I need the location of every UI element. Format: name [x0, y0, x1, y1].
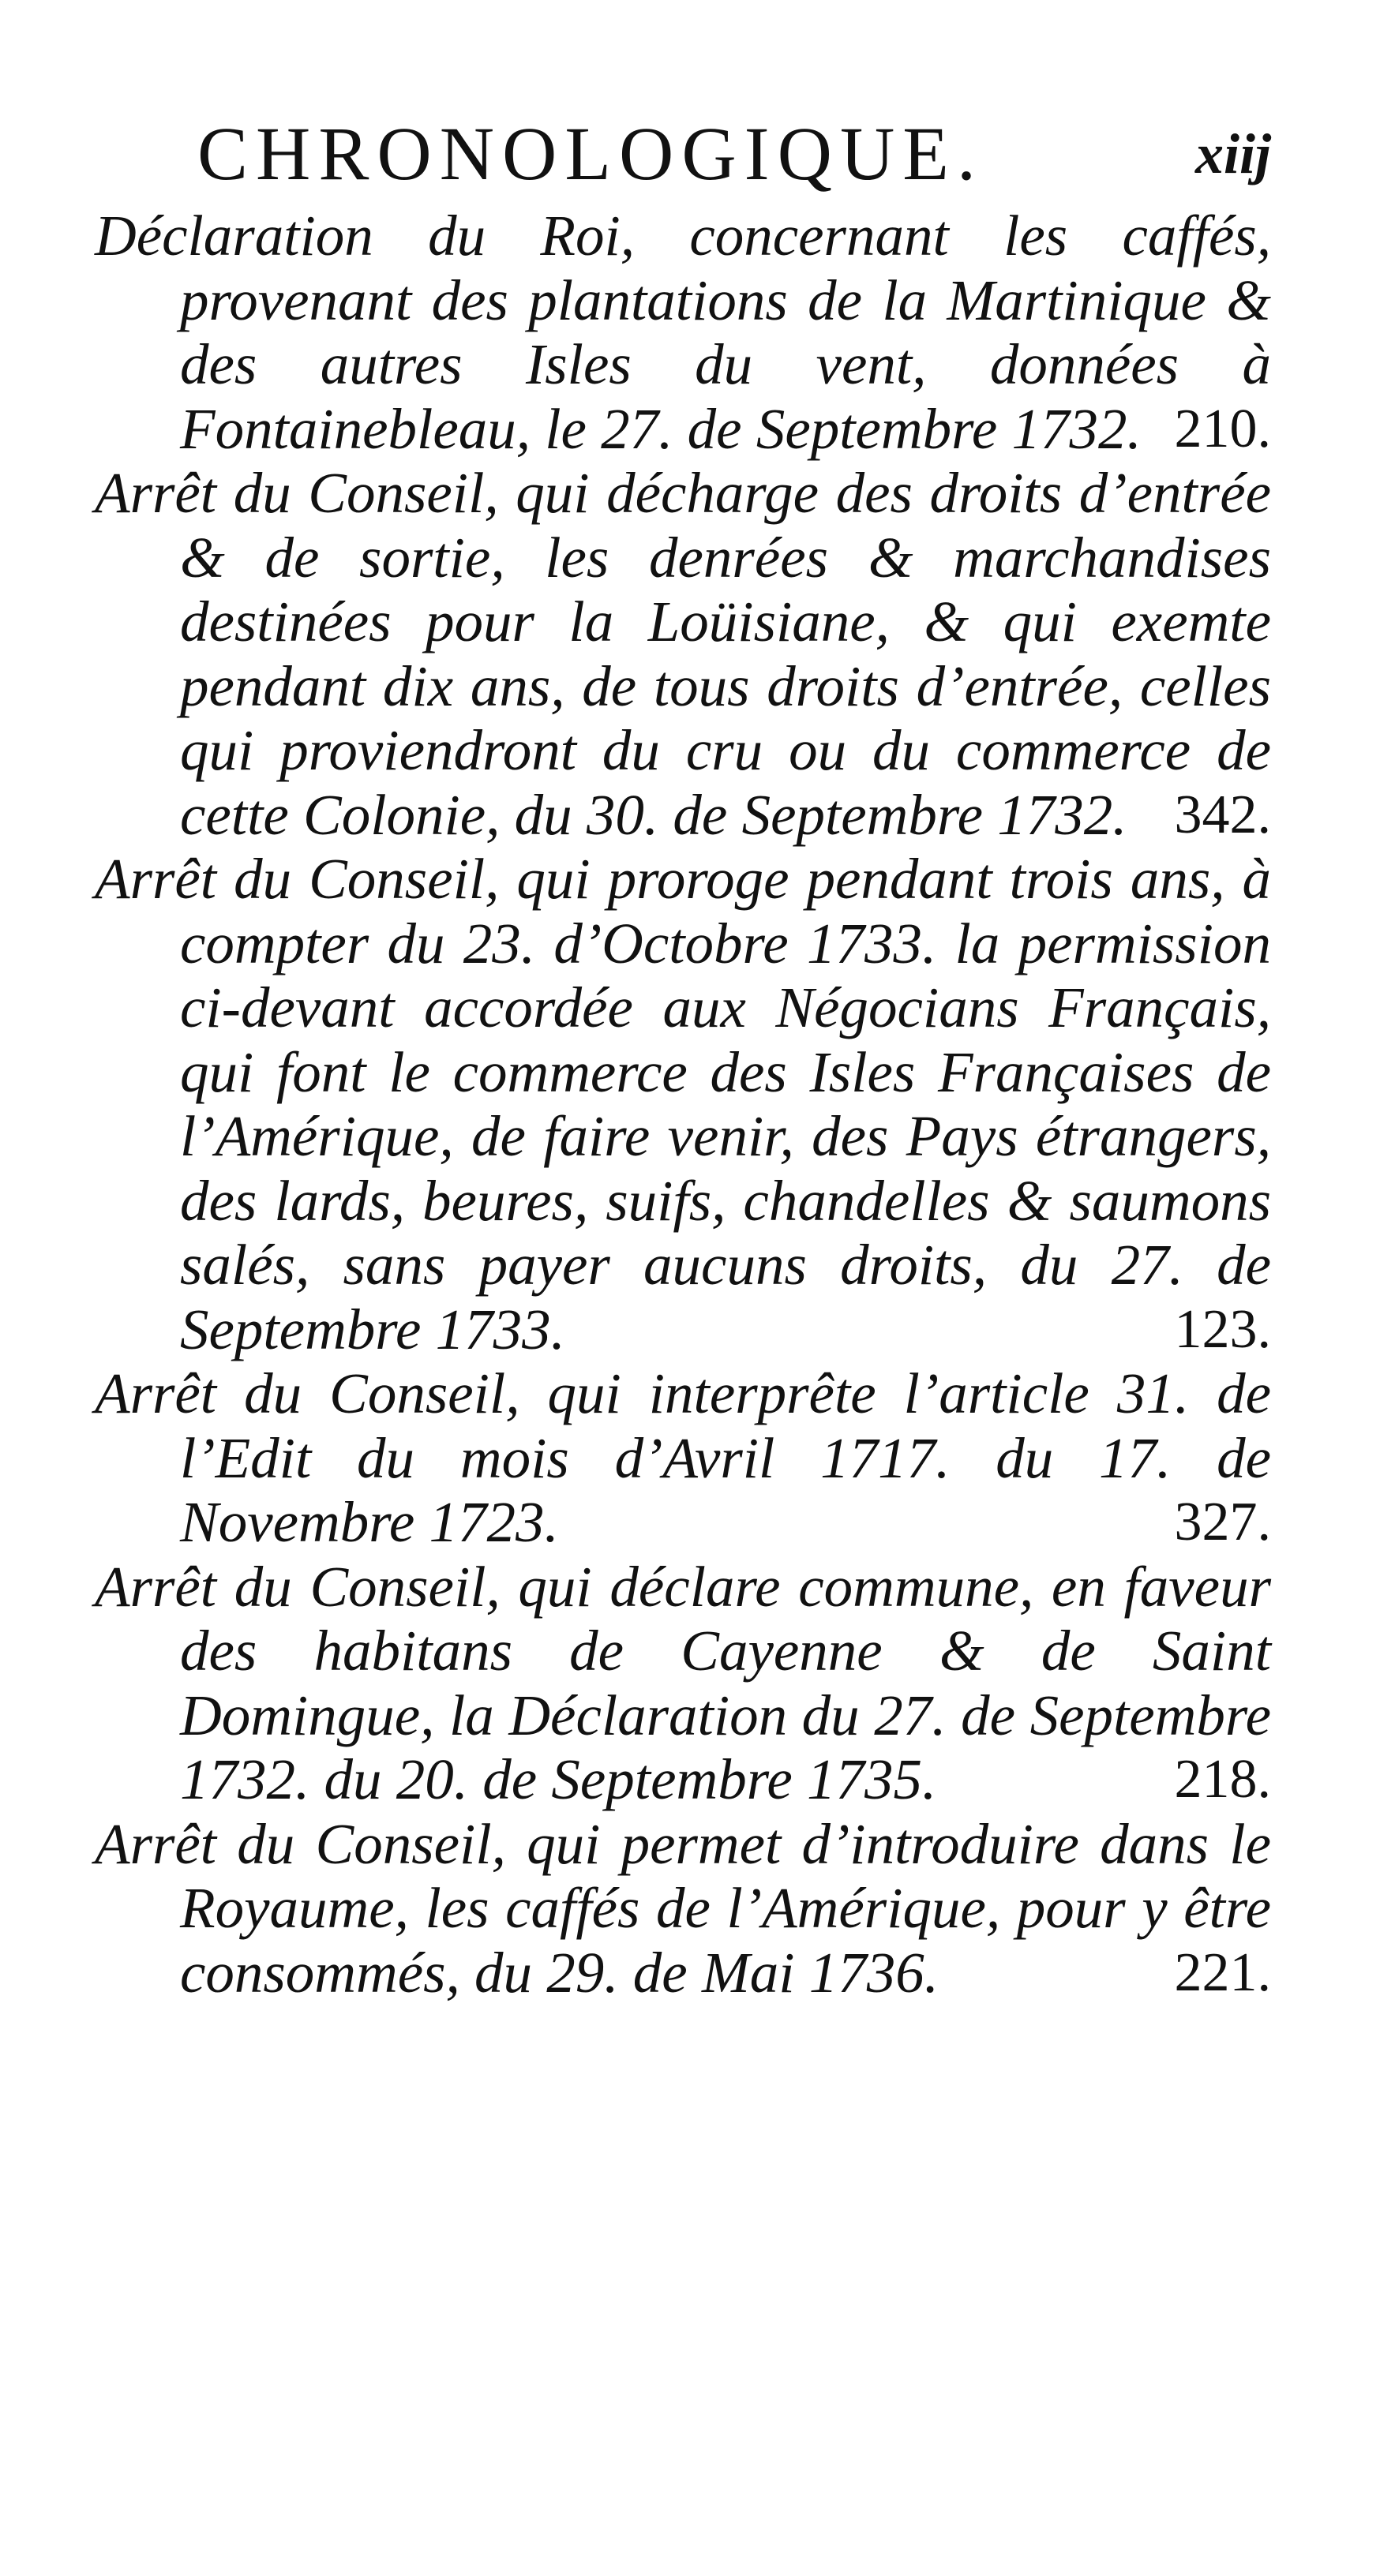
entry-text: Arrêt du Conseil, qui permet d’introduire dans le Royaume, les caffés de l’Amérique, pour y être consommés, du 29. de Mai 1736.: [95, 1811, 1271, 2005]
chronology-entry: [95, 1555, 1271, 1812]
chronology-entry: [95, 461, 1271, 847]
entry-text: Déclaration du Roi, concernant les caffés, provenant des plantations de la Martinique & des autres Isles du vent, données à Fontainebleau, le 27. de Septembre 1732.: [95, 204, 1271, 461]
entry-page-reference: 210.: [1174, 398, 1271, 459]
page-number: xiij: [1194, 122, 1271, 185]
entry-page-reference: 218.: [1174, 1749, 1271, 1810]
chronology-entry: [95, 1361, 1271, 1555]
chronology-entry: [95, 847, 1271, 1361]
running-title: CHRONOLOGIQUE.: [197, 111, 984, 196]
entry-text: Arrêt du Conseil, qui décharge des droits d’entrée & de sortie, les denrées & marchandises destinées pour la Loüisiane, & qui exemte pendant dix ans, de tous droits d’entrée, celles qui proviendront du cru ou du commerce de cette Colonie, du 30. de Septembre 1732.: [95, 461, 1271, 847]
chronology-entry: [95, 204, 1271, 461]
entry-page-reference: 221.: [1174, 1941, 1271, 2003]
running-head: [182, 110, 1271, 197]
entry-text: Arrêt du Conseil, qui proroge pendant trois ans, à compter du 23. d’Octobre 1733. la permission ci-devant accordée aux Négocians Français, qui font le commerce des Isles Françaises de l’Amérique, de faire venir, des Pays étrangers, des lards, beures, suifs, chandelles & saumons salés, sans payer aucuns droits, du 27. de Septembre 1733.: [95, 847, 1271, 1361]
entry-page-reference: 327.: [1174, 1492, 1271, 1552]
entry-text: Arrêt du Conseil, qui déclare commune, en faveur des habitans de Cayenne & de Saint Domingue, la Déclaration du 27. de Septembre 1732. du 20. de Septembre 1735.: [95, 1554, 1271, 1811]
entry-page-reference: 123.: [1174, 1298, 1271, 1360]
entry-page-reference: 342.: [1174, 784, 1271, 845]
chronology-list: [95, 204, 1271, 2005]
chronology-entry: [95, 1812, 1271, 2005]
entry-text: Arrêt du Conseil, qui interprête l’article 31. de l’Edit du mois d’Avril 1717. du 17. de Novembre 1723.: [95, 1361, 1271, 1554]
